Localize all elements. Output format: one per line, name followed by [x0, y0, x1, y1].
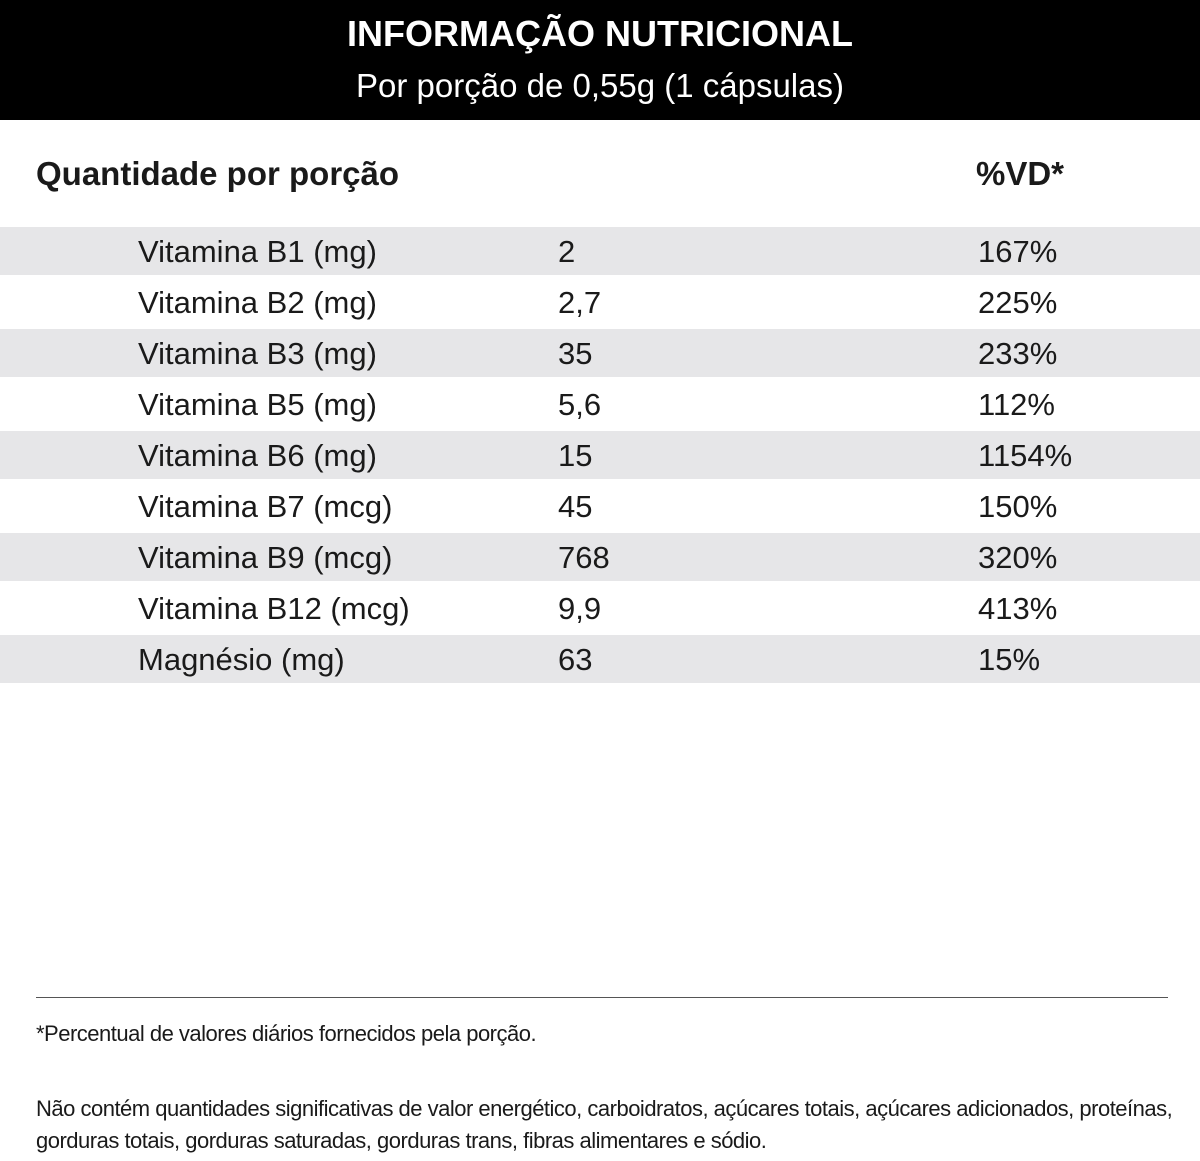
- nutrient-name: Vitamina B2 (mg): [138, 285, 377, 320]
- vd-footnote: *Percentual de valores diários fornecidos pela porção.: [36, 1021, 537, 1046]
- nutrient-amount: 768: [558, 540, 610, 575]
- nutrient-amount: 15: [558, 438, 593, 473]
- nutrient-vd: 150%: [978, 489, 1058, 524]
- label-header: [0, 0, 1200, 120]
- nutrient-name: Vitamina B6 (mg): [138, 438, 377, 473]
- table-row: [0, 329, 1200, 377]
- table-row: [0, 278, 1200, 329]
- label-title: INFORMAÇÃO NUTRICIONAL: [347, 13, 853, 54]
- nutrient-vd: 233%: [978, 336, 1058, 371]
- table-row: [0, 635, 1200, 683]
- nutrient-amount: 35: [558, 336, 593, 371]
- nutrient-name: Vitamina B1 (mg): [138, 234, 377, 269]
- nutrient-vd: 112%: [978, 387, 1055, 422]
- table-row: [0, 431, 1200, 479]
- nutrient-name: Vitamina B3 (mg): [138, 336, 377, 371]
- table-row: [0, 533, 1200, 581]
- not-contains-footnote: Não contém quantidades significativas de valor energético, carboidratos, açúcares totais, açúcares adicionados, proteínas, gorduras totais, gorduras saturadas, gorduras trans, fibras alimentares e sódio.: [36, 1096, 1173, 1153]
- nutrient-vd: 225%: [978, 285, 1058, 320]
- table-row: [0, 227, 1200, 275]
- table-row: [0, 482, 1200, 533]
- nutrient-amount: 63: [558, 642, 593, 677]
- nutrient-table: [0, 227, 1200, 686]
- nutrient-vd: 320%: [978, 540, 1058, 575]
- nutrient-amount: 2: [558, 234, 576, 269]
- table-row: [0, 584, 1200, 635]
- nutrient-vd: 167%: [978, 234, 1058, 269]
- nutrient-amount: 45: [558, 489, 593, 524]
- nutrient-vd: 413%: [978, 591, 1058, 626]
- nutrient-name: Magnésio (mg): [138, 642, 345, 677]
- nutrient-name: Vitamina B5 (mg): [138, 387, 377, 422]
- nutrient-vd: 1154%: [978, 438, 1073, 473]
- footnote-divider: [36, 997, 1168, 998]
- nutrient-amount: 9,9: [558, 591, 602, 626]
- nutrient-amount: 5,6: [558, 387, 602, 422]
- quantity-column-header: Quantidade por porção: [36, 155, 400, 192]
- nutrient-amount: 2,7: [558, 285, 602, 320]
- nutrient-name: Vitamina B12 (mcg): [138, 591, 410, 626]
- nutrient-name: Vitamina B7 (mcg): [138, 489, 393, 524]
- nutrient-vd: 15%: [978, 642, 1041, 677]
- vd-column-header: %VD*: [976, 155, 1065, 192]
- table-row: [0, 380, 1200, 431]
- nutrient-name: Vitamina B9 (mcg): [138, 540, 393, 575]
- serving-size: Por porção de 0,55g (1 cápsulas): [356, 67, 844, 104]
